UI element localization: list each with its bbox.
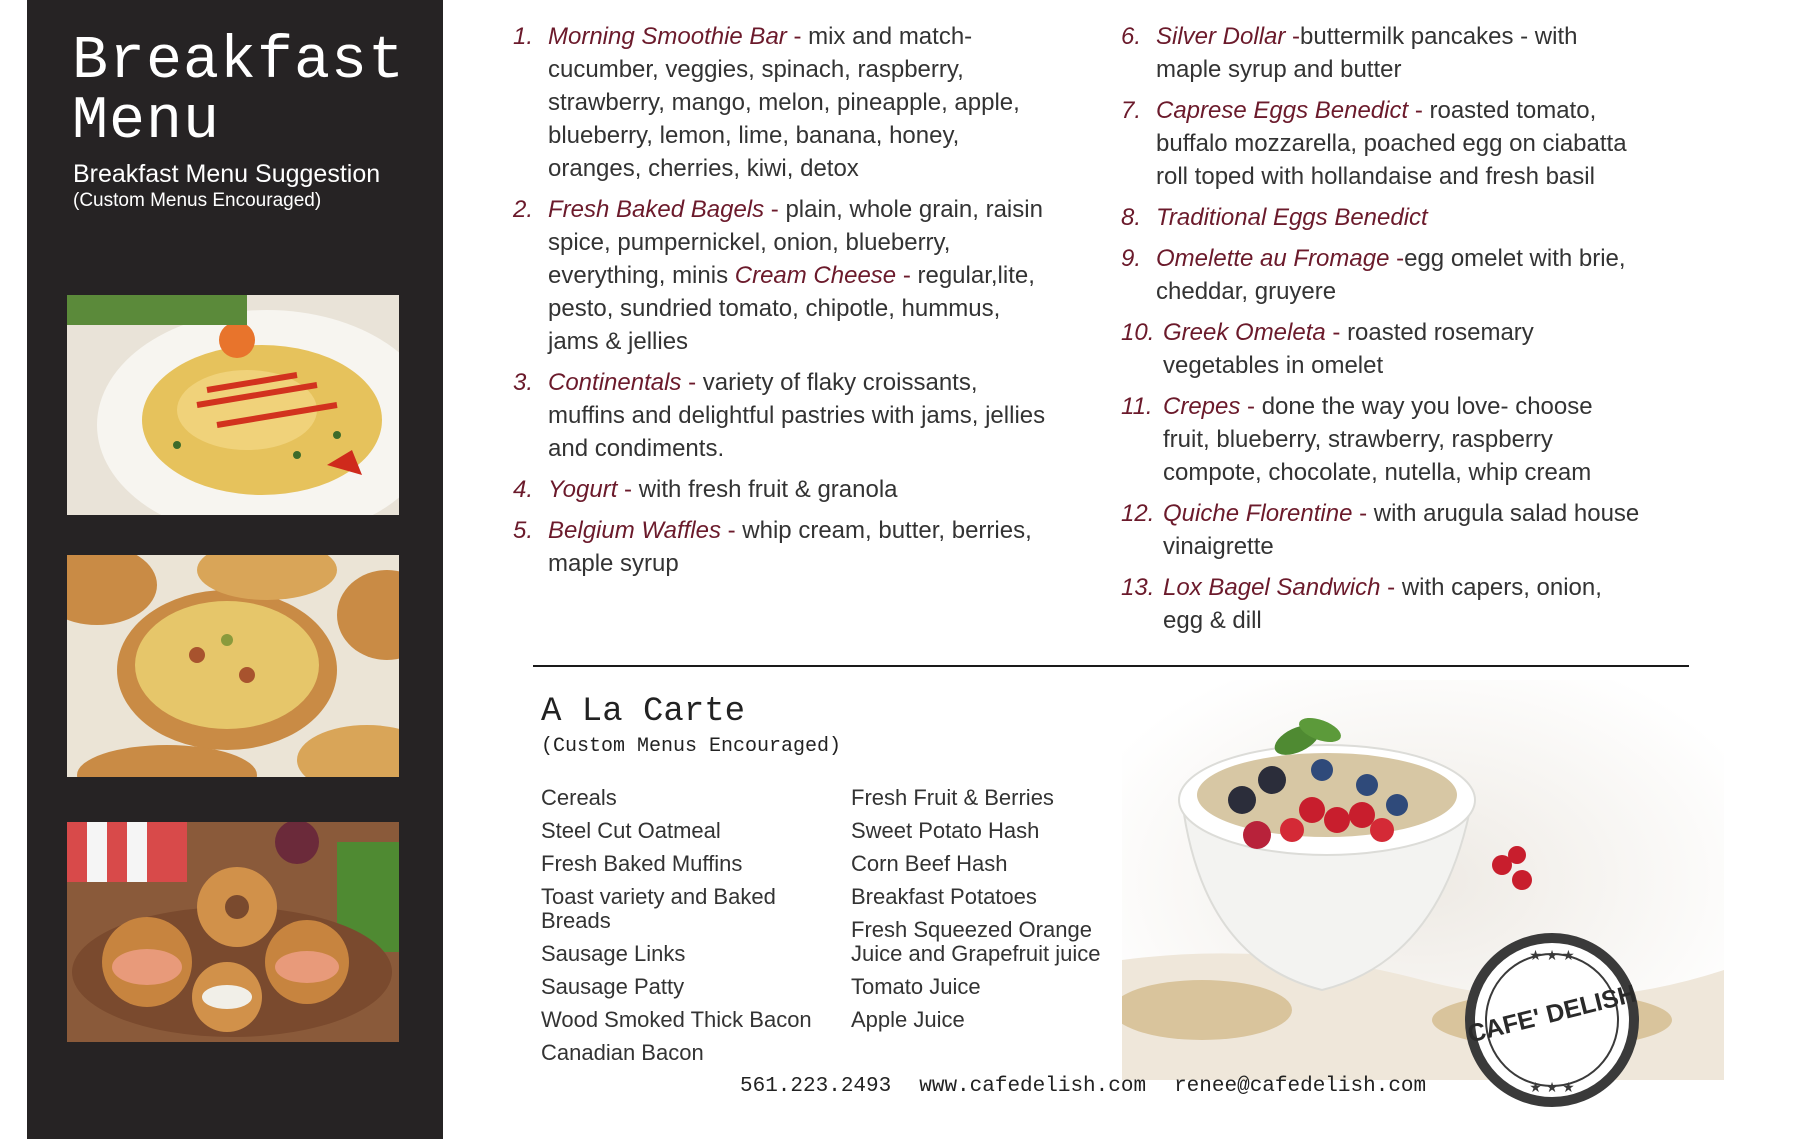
list-item: Fresh Fruit & Berries xyxy=(851,785,1054,810)
list-item: Corn Beef Hash xyxy=(851,851,1008,876)
menu-item xyxy=(513,20,1053,185)
item-name: Omelette au Fromage xyxy=(1156,245,1390,272)
item-description: roasted tomato, buffalo mozzarella, poached egg on ciabatta roll toped with hollandaise and fresh basil xyxy=(1156,97,1627,190)
list-item: Wood Smoked Thick Bacon xyxy=(541,1007,812,1032)
menu-item xyxy=(513,193,1053,358)
list-item: Steel Cut Oatmeal xyxy=(541,818,721,843)
contact-footer xyxy=(740,1075,1454,1098)
item-description: roasted rosemary vegetables in omelet xyxy=(1163,319,1534,379)
item-separator: - xyxy=(896,262,918,289)
section-divider xyxy=(533,665,1689,667)
menu-item xyxy=(513,473,1053,506)
item-number: 7. xyxy=(1121,97,1142,124)
phone-number: 561.223.2493 xyxy=(740,1075,892,1098)
omelette-photo xyxy=(67,295,399,515)
menu-item xyxy=(1121,390,1641,489)
item-description: with arugula salad house vinaigrette xyxy=(1163,500,1640,560)
list-item: Sausage Patty xyxy=(541,974,685,999)
menu-column-right xyxy=(1121,20,1641,645)
alacarte-note: (Custom Menus Encouraged) xyxy=(541,735,842,758)
item-description: done the way you love- choose fruit, blueberry, strawberry, raspberry compote, chocolate, nutella, whip cream xyxy=(1163,393,1593,486)
page-title xyxy=(72,28,406,156)
menu-item xyxy=(1121,20,1641,86)
email-link[interactable]: renee@cafedelish.com xyxy=(1174,1075,1427,1098)
alacarte-list-left xyxy=(541,786,841,1074)
list-item: Apple Juice xyxy=(851,1007,965,1032)
menu-item xyxy=(1121,497,1641,563)
item-separator: - xyxy=(1408,97,1430,124)
list-item: Sweet Potato Hash xyxy=(851,818,1040,843)
website-link[interactable]: www.cafedelish.com xyxy=(919,1075,1147,1098)
item-separator: - xyxy=(786,23,809,50)
item-name: Continentals xyxy=(548,369,682,396)
menu-item xyxy=(1121,571,1641,637)
item-separator: - xyxy=(1352,500,1374,527)
item-name: Quiche Florentine xyxy=(1163,500,1353,527)
item-number: 1. xyxy=(513,23,534,50)
item-separator: - xyxy=(764,196,786,223)
cafe-delish-stamp xyxy=(1462,930,1642,1110)
item-description-extra: regular,lite, pesto, sundried tomato, chipotle, hummus, jams & jellies xyxy=(548,262,1035,355)
title-line-2: Menu xyxy=(72,88,221,156)
item-number: 4. xyxy=(513,476,534,503)
item-number: 9. xyxy=(1121,245,1142,272)
item-number: 3. xyxy=(513,369,534,396)
item-number: 11. xyxy=(1121,393,1153,420)
item-name: Caprese Eggs Benedict xyxy=(1156,97,1409,124)
alacarte-list-right xyxy=(851,786,1141,1041)
alacarte-title: A La Carte xyxy=(541,693,746,731)
menu-item xyxy=(513,366,1053,465)
sidebar-subtitle: Breakfast Menu Suggestion xyxy=(73,160,381,188)
item-number: 13. xyxy=(1121,574,1155,601)
item-separator: - xyxy=(1285,23,1301,50)
item-name: Traditional Eggs Benedict xyxy=(1156,204,1428,231)
bagels-photo xyxy=(67,822,399,1042)
item-separator: - xyxy=(1240,393,1262,420)
item-description: egg omelet with brie, cheddar, gruyere xyxy=(1156,245,1626,305)
list-item: Tomato Juice xyxy=(851,974,981,999)
menu-item xyxy=(513,514,1053,580)
title-line-1: Breakfast xyxy=(72,28,406,96)
item-number: 10. xyxy=(1121,319,1155,346)
item-description: mix and match- cucumber, veggies, spinach, raspberry, strawberry, mango, melon, pineapple, apple, blueberry, lemon, lime, banana, honey, oranges, cherries, kiwi, detox xyxy=(548,23,1020,182)
item-description: variety of flaky croissants, muffins and delightful pastries with jams, jellies and condiments. xyxy=(548,369,1046,462)
item-number: 8. xyxy=(1121,204,1142,231)
item-name: Crepes xyxy=(1163,393,1241,420)
item-separator: - xyxy=(681,369,703,396)
svg-text:★ ★ ★: ★ ★ ★ xyxy=(1529,1079,1575,1095)
item-name: Morning Smoothie Bar xyxy=(548,23,787,50)
sidebar xyxy=(27,0,443,1139)
item-accent: Cream Cheese xyxy=(734,262,897,289)
item-name: Greek Omeleta xyxy=(1163,319,1326,346)
item-description: buttermilk pancakes - with maple syrup and butter xyxy=(1156,23,1578,83)
item-name: Yogurt xyxy=(548,476,618,503)
list-item: Fresh Squeezed Orange Juice and Grapefruit juice xyxy=(851,917,1101,966)
item-separator: - xyxy=(1325,319,1348,346)
item-name: Belgium Waffles xyxy=(548,517,721,544)
item-separator: - xyxy=(1389,245,1405,272)
list-item: Canadian Bacon xyxy=(541,1040,704,1065)
list-item: Toast variety and Baked Breads xyxy=(541,884,776,933)
item-separator: - xyxy=(617,476,639,503)
stamp-text: CAFE' DELISH xyxy=(1464,979,1640,1049)
item-number: 5. xyxy=(513,517,534,544)
item-number: 6. xyxy=(1121,23,1142,50)
menu-item xyxy=(1121,94,1641,193)
menu-item xyxy=(1121,316,1641,382)
item-description: plain, whole grain, raisin spice, pumpernickel, onion, blueberry, everything, minis xyxy=(548,196,1043,289)
list-item: Cereals xyxy=(541,785,617,810)
item-separator: - xyxy=(1380,574,1402,601)
item-name: Fresh Baked Bagels xyxy=(548,196,765,223)
menu-column-left xyxy=(513,20,1053,588)
item-name: Silver Dollar xyxy=(1156,23,1286,50)
menu-item xyxy=(1121,242,1641,308)
svg-text:★ ★ ★: ★ ★ ★ xyxy=(1529,947,1575,963)
item-description: with capers, onion, egg & dill xyxy=(1163,574,1602,634)
list-item: Breakfast Potatoes xyxy=(851,884,1037,909)
quiche-photo xyxy=(67,555,399,777)
item-separator: - xyxy=(720,517,743,544)
sidebar-note: (Custom Menus Encouraged) xyxy=(73,190,322,211)
item-number: 2. xyxy=(513,196,534,223)
list-item: Sausage Links xyxy=(541,941,686,966)
item-number: 12. xyxy=(1121,500,1155,527)
item-name: Lox Bagel Sandwich xyxy=(1163,574,1381,601)
menu-item xyxy=(1121,201,1641,234)
item-description: whip cream, butter, berries, maple syrup xyxy=(548,517,1032,577)
item-description: with fresh fruit & granola xyxy=(638,476,898,503)
list-item: Fresh Baked Muffins xyxy=(541,851,743,876)
